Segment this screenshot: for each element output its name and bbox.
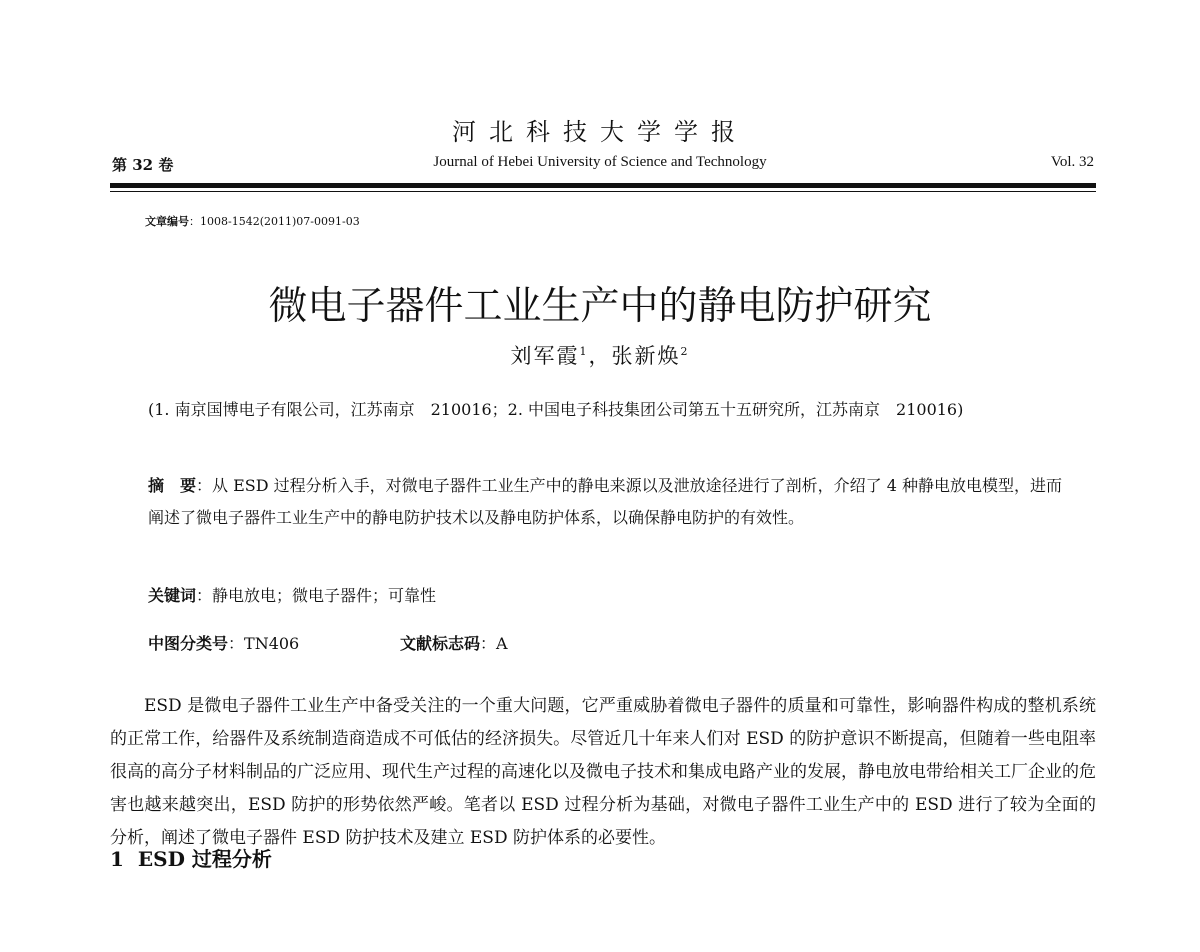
volume-en: Vol. 32: [1050, 154, 1094, 170]
document-code-label: 文献标志码: [400, 634, 481, 653]
affiliation: (1. 南京国博电子有限公司，江苏南京 210016；2. 中国电子科技集团公司第五十五研究所，江苏南京 210016): [148, 400, 964, 419]
keywords-text: ：静电放电；微电子器件；可靠性: [196, 586, 437, 605]
journal-title-cn: 河北科技大学学报: [452, 118, 748, 146]
section-title: ESD 过程分析: [137, 847, 272, 871]
body-text: [110, 690, 1096, 855]
classification-code: [148, 631, 299, 654]
section-heading: [110, 843, 286, 872]
paper-title: 微电子器件工业生产中的静电防护研究: [268, 284, 932, 329]
volume-cn: 第 32 卷: [112, 156, 174, 174]
author-affiliation-mark: 2: [680, 345, 690, 358]
article-number-value: ：1008-1542(2011)07-0091-03: [189, 215, 360, 228]
abstract: [148, 470, 1068, 534]
article-number-label: 文章编号: [145, 215, 189, 228]
keywords-label: 关键词: [148, 586, 197, 605]
author-list: [0, 340, 1200, 370]
keywords: [148, 583, 436, 606]
abstract-text: ：从 ESD 过程分析入手，对微电子器件工业生产中的静电来源以及泄放途径进行了剖析，介绍了 4 种静电放电模型，进而阐述了微电子器件工业生产中的静电防护技术以及静电防护体系，以确保静电防护的有效性。: [148, 476, 1063, 527]
abstract-label: 摘 要: [148, 476, 197, 495]
header-rule-thin: [110, 191, 1096, 192]
document-code: [400, 631, 508, 654]
journal-title-en: Journal of Hebei University of Science and Technology: [433, 154, 767, 170]
author-affiliation-mark: 1: [579, 345, 589, 358]
body-paragraph: ESD 是微电子器件工业生产中备受关注的一个重大问题，它严重威胁着微电子器件的质量和可靠性，影响器件构成的整机系统的正常工作，给器件及系统制造商造成不可低估的经济损失。尽管近几十年来人们对 ESD 的防护意识不断提高，但随着一些电阻率很高的高分子材料制品的广泛应用、现代生产过程的高速化以及微电子技术和集成电路产业的发展，静电放电带给相关工厂企业的危害也越来越突出，ESD 防护的形势依然严峻。笔者以 ESD 过程分析为基础，对微电子器件工业生产中的 ESD 进行了较为全面的分析，阐述了微电子器件 ESD 防护技术及建立 ESD 防护体系的必要性。: [110, 696, 1096, 848]
classification-value: ：TN406: [228, 634, 300, 653]
header-rule-thick: [110, 183, 1096, 188]
section-number: 1: [110, 847, 124, 871]
document-code-value: ：A: [480, 634, 508, 653]
article-number: [145, 213, 360, 229]
classification-label: 中图分类号: [148, 634, 229, 653]
author-name: 张新焕: [611, 344, 681, 368]
author-name: 刘军霞: [510, 344, 580, 368]
author-separator: ，: [588, 344, 612, 368]
